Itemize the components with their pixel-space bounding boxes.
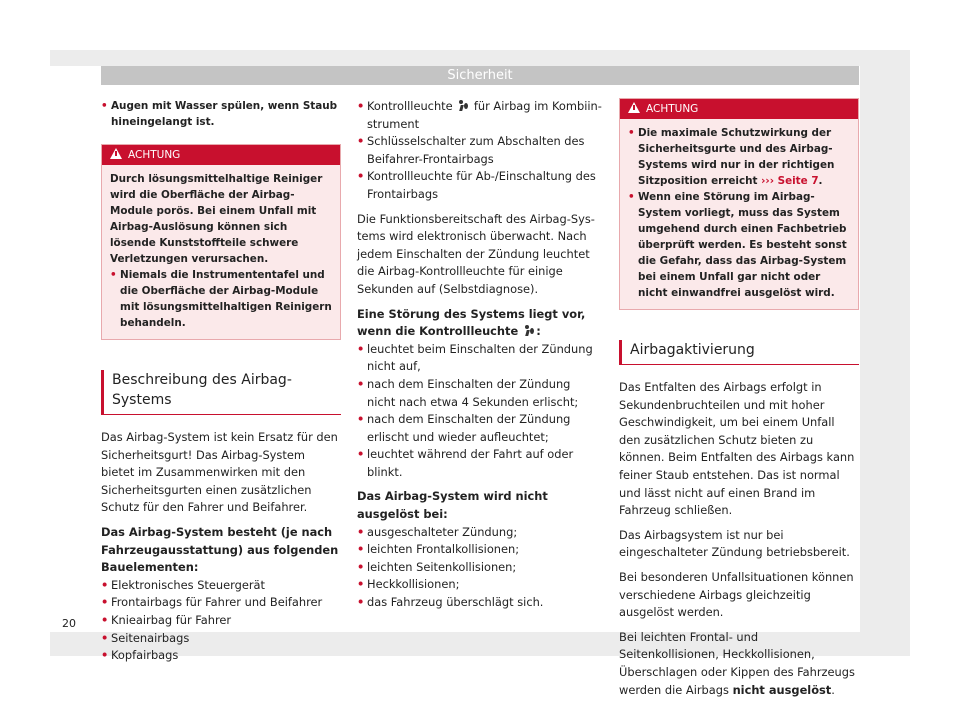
warning-box xyxy=(101,144,341,340)
column-2 xyxy=(357,98,602,612)
warning-bullet: • Wenn eine Störung im Airbag-System vorliegt, muss das System umgehend durch einen Fachbetrieb überprüft werden. Es besteht sonst die Gefahr, dass das Airbag-System bei einem Unfall gar nicht oder nicht einwandfrei ausgelöst wird. xyxy=(628,189,850,301)
list-item: • Seitenairbags xyxy=(101,630,341,648)
warning-body xyxy=(102,165,340,339)
warning-bullet: • Niemals die Instrumententafel und die Oberfläche der Airbag-Module mit lösungsmittelhaltigen Reinigern behandeln. xyxy=(110,267,332,331)
warning-triangle-icon xyxy=(628,102,640,113)
fault-list xyxy=(357,341,602,482)
warning-triangle-icon xyxy=(110,148,122,159)
warning-header xyxy=(620,99,858,119)
section-title: Airbagaktivierung xyxy=(619,340,859,365)
column-1 xyxy=(101,98,341,665)
list-item: • Knieairbag für Fahrer xyxy=(101,612,341,630)
column-3 xyxy=(619,98,859,699)
list-item: • ausgeschalteter Zündung; xyxy=(357,524,602,542)
components-heading: Das Airbag-System besteht (je nach Fahrzeugausstattung) aus folgenden Bauelementen: xyxy=(101,524,339,575)
list-item: • Kopfairbags xyxy=(101,647,341,665)
warning-title: ACHTUNG xyxy=(128,149,181,161)
paragraph: Bei leichten Frontal- und Seitenkollisionen, Heckkollisionen, Überschlagen oder Kippen des Fahrzeugs werden die Airbags nicht ausgelöst. xyxy=(619,629,855,697)
list-item: • Frontairbags für Fahrer und Beifahrer xyxy=(101,594,341,612)
components-list xyxy=(101,577,341,665)
section-title: Beschreibung des Airbag-Systems xyxy=(101,370,341,415)
warning-body xyxy=(620,119,858,309)
intro-paragraph: Das Airbag-System ist kein Ersatz für den Sicherheitsgurt! Das Airbag-System bietet im Zusammenwirken mit den Sicherheitsgurten einen zusätzlichen Schutz für den Fahrer und Beifahrer. xyxy=(101,430,338,515)
list-item: • das Fahrzeug überschlägt sich. xyxy=(357,594,602,612)
page-reference-link[interactable]: ››› Seite 7 xyxy=(761,175,819,187)
warning-box xyxy=(619,98,859,310)
list-item: • Kontrollleuchte für Airbag im Kombiinstrument xyxy=(357,98,602,133)
paragraph: Das Airbagsystem ist nur bei eingeschalteter Zündung betriebsbereit. xyxy=(619,527,850,560)
warning-header xyxy=(102,145,340,165)
list-item: • nach dem Einschalten der Zündung erlischt und wieder aufleuchtet; xyxy=(357,411,602,446)
not-deployed-heading: Das Airbag-System wird nicht ausgelöst bei: xyxy=(357,489,548,522)
airbag-warning-icon xyxy=(524,325,534,336)
airbag-warning-icon xyxy=(458,100,468,111)
paragraph: Das Entfalten des Airbags erfolgt in Sekundenbruchteilen und mit hoher Geschwindigkeit, um bei einem Unfall den zusätzlichen Schutz bieten zu können. Beim Entfalten des Airbags kann feiner Staub entstehen. Das ist normal und lässt nicht auf einen Brand im Fahrzeug schließen. xyxy=(619,380,855,518)
warning-bullet: • Die maximale Schutzwirkung der Sicherheitsgurte und des Airbag-Systems wird nur in der richtigen Sitzposition erreicht ››› Seite 7. xyxy=(628,125,850,189)
list-item: • nach dem Einschalten der Zündung nicht nach etwa 4 Sekunden erlischt; xyxy=(357,376,602,411)
warning-text: Durch lösungsmittelhaltige Reiniger wird die Oberfläche der Airbag-Module porös. Bei einem Unfall mit Airbag-Auslösung können sich lösende Kunststoffteile schwere Verletzungen verursachen. xyxy=(110,173,323,265)
list-item: • leichten Frontalkollisionen; xyxy=(357,541,602,559)
page-number: 20 xyxy=(62,617,76,630)
list-item: • leuchtet beim Einschalten der Zündung nicht auf, xyxy=(357,341,602,376)
monitoring-paragraph: Die Funktionsbereitschaft des Airbag-Systems wird elektronisch überwacht. Nach jedem Einschalten der Zündung leuchtet die Airbag-Kontrollleuchte für einige Sekunden auf (Selbstdiagnose). xyxy=(357,211,595,296)
warning-title: ACHTUNG xyxy=(646,103,699,115)
running-header: Sicherheit xyxy=(101,66,859,85)
list-item: • leichten Seitenkollisionen; xyxy=(357,559,602,577)
fault-heading: Eine Störung des Systems liegt vor, wenn die Kontrollleuchte : xyxy=(357,306,586,339)
list-item: • Heckkollisionen; xyxy=(357,576,602,594)
list-item: • leuchtet während der Fahrt auf oder blinkt. xyxy=(357,446,602,481)
list-item: • Kontrollleuchte für Ab-/Einschaltung des Frontairbags xyxy=(357,168,602,203)
not-deployed-list xyxy=(357,524,602,612)
list-item: • Augen mit Wasser spülen, wenn Staub hineingelangt ist. xyxy=(101,98,341,130)
list-item: • Schlüsselschalter zum Abschalten des Beifahrer-Frontairbags xyxy=(357,133,602,168)
paragraph: Bei besonderen Unfallsituationen können verschiedene Airbags gleichzeitig ausgelöst werden. xyxy=(619,569,854,620)
list-item: • Elektronisches Steuergerät xyxy=(101,577,341,595)
